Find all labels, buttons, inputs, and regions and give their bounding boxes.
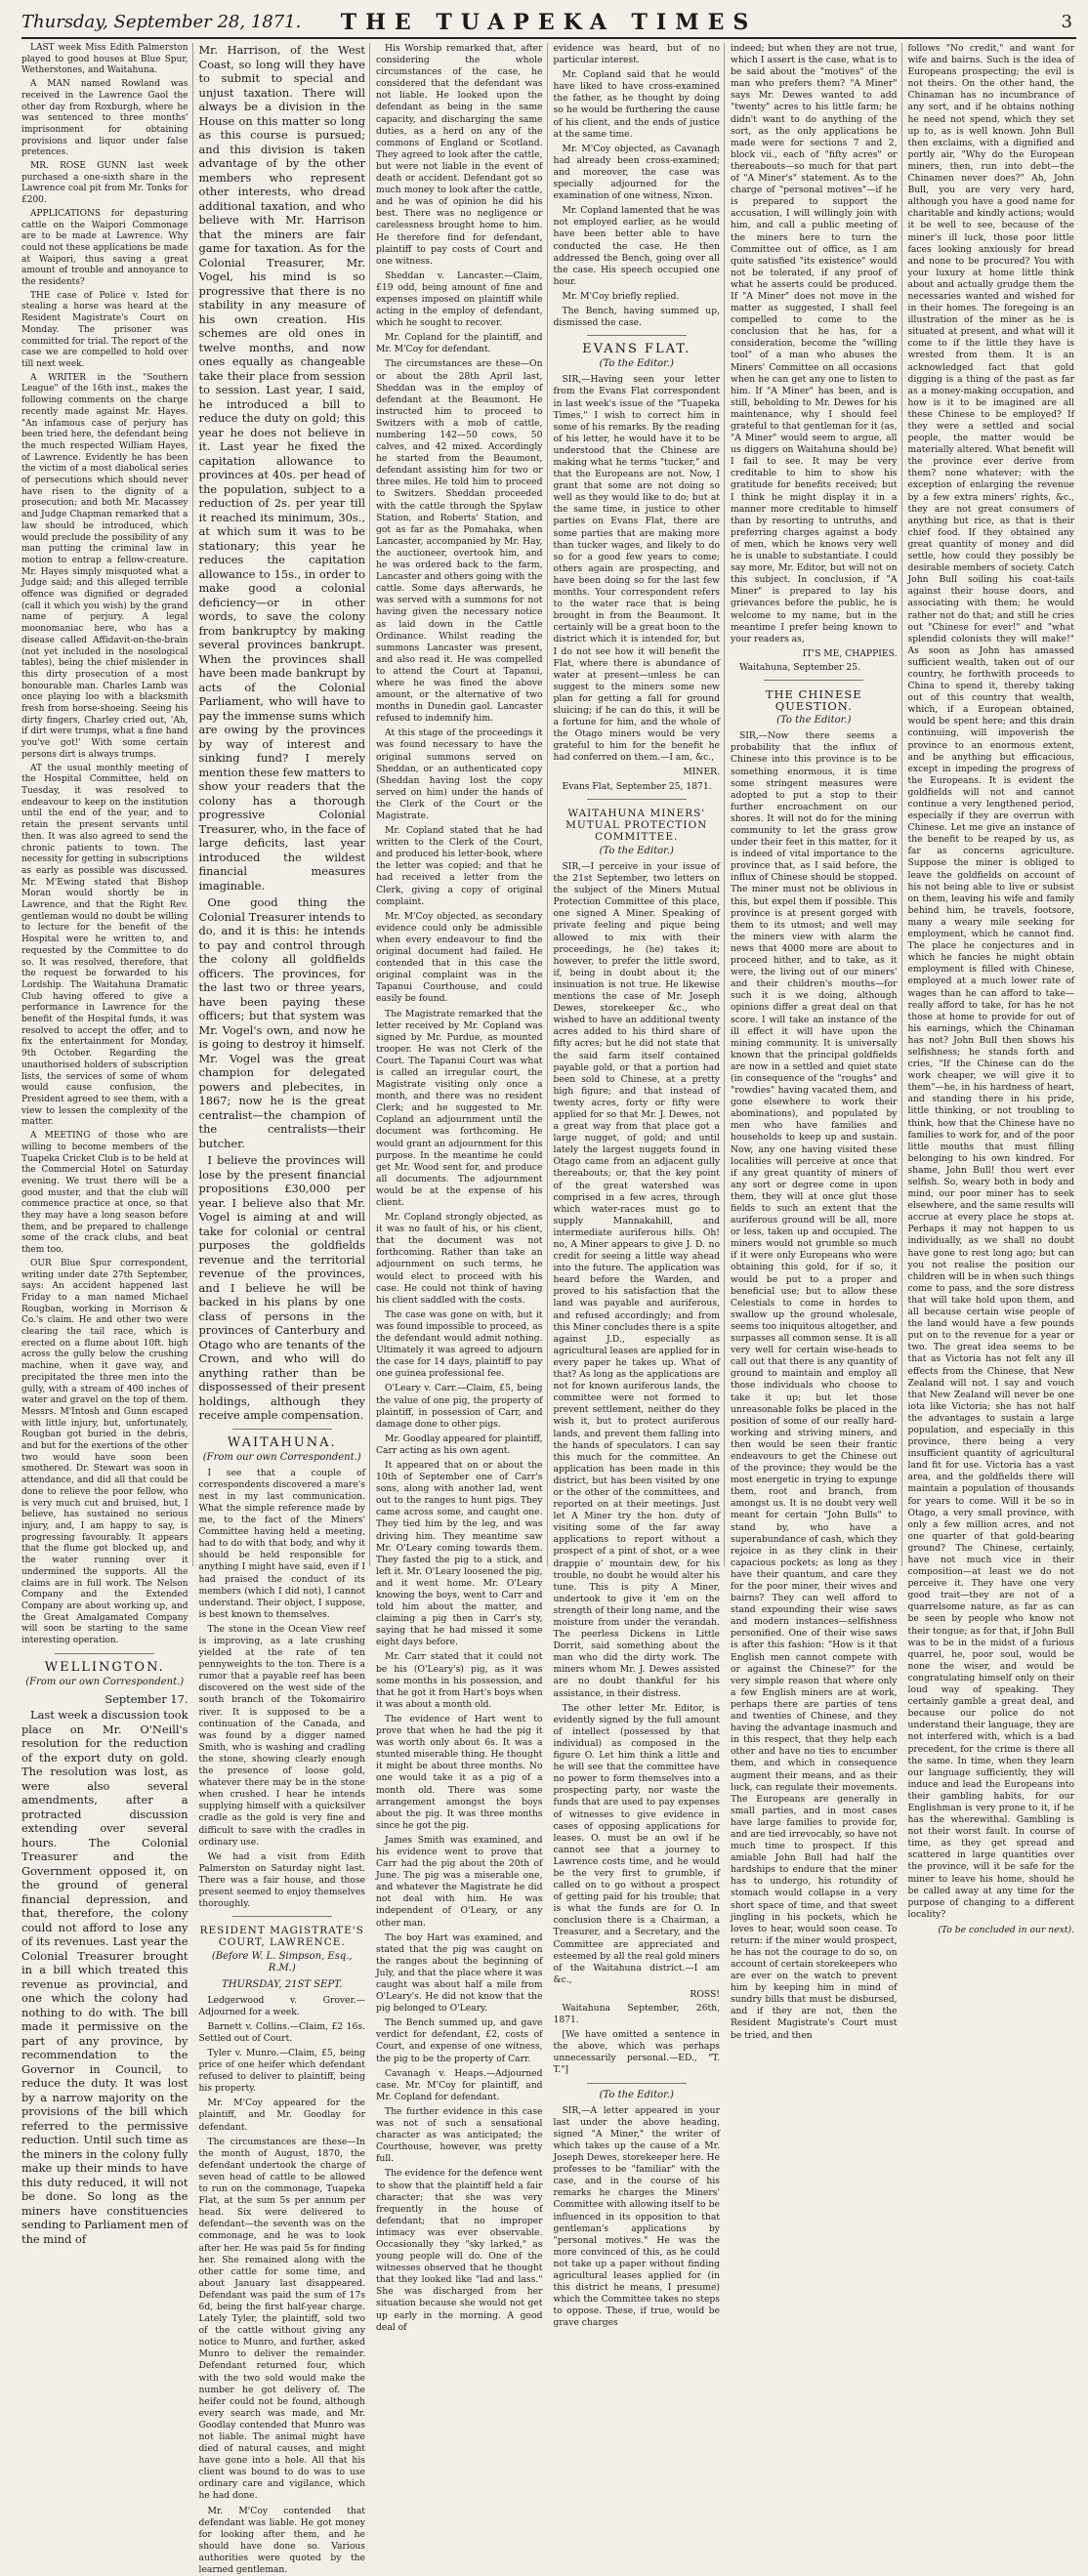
article-paragraph: The evidence of Hart went to prove that when he had the pig it was worth only about 6s. It was a stunted miserable thing. He thought it might be about three months. No one would take it as a pig of a month old. There was some arrangement amongst the boys about the pig. It was three months since he got the pig.	[376, 1713, 543, 1831]
section-subheading: (To the Editor.)	[776, 715, 852, 727]
letter-dateline: Evans Flat, September 25, 1871.	[562, 780, 712, 792]
divider	[764, 680, 863, 681]
article-paragraph: The circumstances are these—In the month of August, 1870, the defendant undertook the charge of seven head of cattle to be allowed to run on the commonage, Tuapeka Flat, at the sum 5s per annum per head. Six were delivered to defendant—the seventh was on the commonage, and he was to look after her. He was paid 5s for finding her. She remained along with the other cattle for some time, and about January last disappeared. Defendant was paid the sum of 17s 6d, being the first half-year charge. Lately Tyler, the plaintiff, sold two of the cattle without giving any notice to Munro, and further, asked Munro to deliver the remainder. Defendant returned four, which with the two sold would make the number he got delivery of. The heifer could not be found, although every search was made, and Mr. Goodlay contended that Munro was not liable. The animal might have died of natural causes, and might have gone into a hole. All that his client was bound to do was to use ordinary care and vigilance, which he had done.	[198, 2136, 365, 2502]
article-paragraph: His Worship remarked that, after considering the whole circumstances of the case, he considered that the defendant was not liable. He looked upon the defendant as being in the same capacity, and discharging the same duties, as a herd on any of the commons of England or Scotland. They agreed to look after the cattle, but were not liable in the event of death or accident. Defendant got so much money to look after the cattle, and he was of opinion he did his best. There was no negligence or carelessness brought home to him. He therefore find for defendant, plaintiff to pay costs of Court and one witness.	[376, 43, 543, 267]
divider	[587, 2083, 687, 2084]
section-heading-wellington: WELLINGTON.	[44, 1659, 165, 1675]
case-entry: Sheddan v. Lancaster.—Claim, £19 odd, being amount of fine and expenses imposed on plaintiff while acting in the employ of defendant, which he sought to recover.	[376, 270, 543, 329]
news-item: LAST week Miss Edith Palmerston played to good houses at Blue Spur, Wetherstones, and Waitahuna.	[21, 43, 188, 76]
section-heading-miners-committee: WAITAHUNA MINERS' MUTUAL PROTECTION COMMITTEE.	[565, 807, 708, 843]
news-item: AT the usual monthly meeting of the Hospital Committee, held on Tuesday, it was resolved to endeavour to keep on the institution until the end of the year, and to retain the present servants until then. It was also agreed to send the chronic patients to town. The necessity for getting in subscriptions as early as possible was discussed. Mr. M'Ewing stated that Bishop Moran would shortly be in Lawrence, and that the Right Rev. gentleman would no doubt be willing to lecture for the benefit of the Hospital were he written to, and requested by the Committee to do so. It was resolved, therefore, that the request be forwarded to his Lordship. The Waitahuna Dramatic Club having offered to give a performance in Lawrence for the benefit of the Hospital funds, it was resolved to accept the offer, and to fix the entertainment for Monday, 9th October. Regarding the unauthorised holders of subscription lists, the services of some of whom would cause confusion, the President agreed to see them, with a view to lessen the complexity of the matter.	[21, 763, 188, 1128]
case-entry: Cavanagh v. Heaps.—Adjourned case. Mr. M'Coy for plaintiff, and Mr. Copland for defendant.	[376, 2067, 543, 2102]
page-number: 3	[1061, 12, 1072, 32]
letter-paragraph: follows "No credit," and want for wife and bairns. Such is the idea of Europeans prospecting; the evil is not theirs. On the other hand, the Chinaman has no incumbrance of any sort, and if he obtains nothing he need not spend, which they set up to, as is well known. John Bull then exclaims, with a dignified and portly air, "Why do the European miners, then, run into debt—the Chinamen never does?" Ah, John Bull, you are very very hard, although you have a good name for charitable and kindly actions; would it be well to see, because of the miner's ill luck, those poor little faces looking anxiously for bread and none to be procured? You with your luxury at home little think about and actually grudge them the necessaries wanted and wished for in their homes. The foregoing is an illustration of the miner as he is situated at present, and what will it come to if the little they have is wrested from them. It is an acknowledged fact that gold digging is a thing of the past as far as a money-making occupation, and how is it to be imagined are all these Chinese to be employed? If they were a settled and social people, the matter would be materially altered. What benefit will the province ever derive from them? none whatever; with the exception of enlarging the revenue by a few extra miners' rights, &c., they are not great consumers of anything but rice, as that is their chief food. If they obtained any great quantity of money and did settle, how could they possibly be desirable members of society. Catch John Bull soiling his coat-tails against their house doors, and associating with them; he would rather not do that; and still he cries out "Chinese for ever!" and "what splendid colonists they will make!" As soon as John has amassed sufficient wealth, taken out of our country, he forthwith proceeds to China to spend it, thereby taking out of this country that wealth, which, if a European obtained, would be spent here; and this drain continuing, will impoverish the province to an enormous extent, and be anything but efficacious, except in impeding the progress of the Europeans. It is evident the goldfields will not and cannot continue a very lengthened period, especially if they are overrun with Chinese. Let me give an instance of the benefit to be reaped by us, as far as concerns agriculture. Suppose the miner is obliged to leave the goldfields on account of his not being able to live or subsist on them, leaving his wife and family behind him, he travels, footsore, many a weary mile seeking for employment, which he cannot find. The place he conjectures and in which he fancies he might obtain employment is filled with Chinese, employed at a much lower rate of wages than he can afford to take—really afford to take, for has he not those at home to provide for out of his earnings, which the Chinaman has not? John Bull then shows his selfishness; he stands forth and cries, "If the Chinese can do the work cheaper, we will give it to them"—he, in his hardness of heart, and standing there in his pride, little thinking, or not troubling to think, how that the Chinese have no families to work for, and of the poor little mouths that must filling belonging to his own kindred. For shame, John Bull! thou wert ever selfish. So, weary both in body and mind, our poor miner has to seek elsewhere, and the same results will accrue at every place he stops at. Perhaps it may not happen to us individually, as we shall no doubt have gone to rest long ago; but can you not realise the position our children will be in when such things come to pass, and the sore distress that will take hold upon them, and all because certain wise people of the land would have a few pounds put on to the revenue for a year or two. The great idea seems to be that as Victoria has not felt any ill effects from the Chinese, that New Zealand will not. I say and vouch that New Zealand will never be one iota like Victoria; she has not half the advantages to sustain a large population, and especially in this province, there being a very insufficient quantity of agricultural land fit for use. Victoria has a vast area, and the goldfields there will maintain a population of thousands for years to come. Will it be so in Otago, a very small province, with only a few million acres, and not one quarter of that gold-bearing ground? The Chinese, certainly, have not much vice in their composition—at least we do not perceive it. They have one very good trait—they are not of a quarrelsome nature, as far as can be seen by people who know not their tongue; as for that, if John Bull was to be in the midst of a furious quarrel, he, poor soul, would be none the wiser, and would be congratulating himself only on their loud way of speaking. They certainly gamble a great deal, and because our police do not understand their language, they are not interfered with, which is a bad precedent, for the crime is there all the same. In time, when they learn our language sufficiently, they will induce and lead the Europeans into their gambling habits, for our Englishman is very prone to it, if he has the wherewithal. Gambling is not their worst fault. In course of time, as they get spread and scattered in large quantities over the province, will it be safe for the miner to leave his home, should he be called away at any time for the purpose of changing to a different locality?	[907, 43, 1074, 1920]
article-paragraph: Mr. Copland stated that he had written to the Clerk of the Court, and produced his letter-book, where the letter was copied; and that he had received a letter from the Clerk, giving a copy of original complaint.	[376, 825, 543, 907]
divider	[232, 1916, 332, 1917]
article-paragraph: The stone in the Ocean View reef is improving, as a late crushing yielded at the rate of ten pennyweights to the ton. There is a rumor that a payable reef has been discovered on the west side of the south branch of the Tokomairiro river. It is supposed to be a continuation of the Canada, and was found by a digger named Smith, who is washing and cradling the stone, showing clearly enough the presence of loose gold, whatever there may be in the stone when crushed. I hear he intends supplying himself with a quicksilver cradle as the gold is very fine and difficult to save with the cradles in ordinary use.	[198, 1623, 365, 1848]
news-item: A MAN named Rowland was received in the Lawrence Gaol the other day from Roxburgh, where he was sentenced to three months' imprisonment for obtaining provisions and liquor under false pretences.	[21, 79, 188, 158]
letter-dateline: Waitahuna, September 25.	[739, 661, 860, 673]
article-paragraph: The further evidence in this case was not of such a sensational character as was anticipated; the Courthouse, however, was pretty full.	[376, 2105, 543, 2165]
case-entry: Barnett v. Collins.—Claim, £2 16s. Settled out of Court.	[198, 2020, 365, 2044]
masthead	[21, 8, 1076, 39]
article-paragraph: Mr. M'Coy objected, as Cavanagh had already been cross-examined; and moreover, the case was specially adjourned for the examination of one witness, Nixon.	[553, 143, 720, 202]
divider	[232, 1429, 332, 1430]
article-paragraph: Mr. Goodlay appeared for plaintiff, Carr acting as his own agent.	[376, 1433, 543, 1456]
letter-dateline: Waitahuna September, 26th, 1871.	[553, 2003, 720, 2026]
article-paragraph: Mr. Harrison, of the West Coast, so long will they have to submit to special and unjust taxation. There will always be a division in the House on this matter so long as this course is pursued; and this division is taken advantage of by the other members who represent other interests, who dread additional taxation, and who believe with Mr. Harrison that the miners are fair game for taxation. As for the Colonial Treasurer, Mr. Vogel, his mind is so progressive that there is no stability in any measure of his own creation. His schemes are old ones in twelve months, and now ones equally as changeable take their place from session to session. Last year, I said, he introduced a bill to reduce the duty on gold; this year he does not believe in it. Last year he fixed the capitation allowance to provinces at 40s. per head of the population, subject to a reduction of 2s. per year till it reached its minimum, 30s., at which sum it was to be stationary; this year he reduces the capitation allowance to 15s., in order to make good a colonial deficiency—or in other words, to save the colony from bankruptcy by making several provinces bankrupt. When the provinces shall have been made bankrupt by acts of the Colonial Parliament, who will have to pay the immense sums which are owing by the provinces by way of interest and sinking fund? I merely mention these few matters to show your readers that the colony has a thorough progressive Colonial Treasurer, who, in the face of large deficits, last year introduced the wildest financial measures imaginable.	[198, 43, 365, 893]
article-paragraph: James Smith was examined, and his evidence went to prove that Carr had the pig about the 20th of June. The pig was a miserable one, and whatever the Magistrate he did not deal with him. He was independent of O'Leary, or any other man.	[376, 1834, 543, 1929]
editor-note: [We have omitted a sentence in the above, which was perhaps unnecessarily personal.—ED., "T. T."]	[553, 2029, 720, 2076]
letter-paragraph: SIR,—Now there seems a probability that the influx of Chinese into this province is to be something enormous, it is time some stringent measures were adopted to put a stop to their further encroachment on our shores. It will not do for the mining community to let the grass grow under their feet in this matter, for it is indeed of vital importance to the province that, as I said before, the influx of Chinese should be stopped. The miner must not be oblivious in this, but expel them if possible. This province is at present gorged with them to its utmost; and well may the miners view with alarm the news that 4000 more are about to proceed hither, and to take, as it were, the living out of our miners' and their children's mouths—for such it is we doing, although opinions differ a great deal on that score. I will take an instance of the ill effect it will have upon the mining community. It is universally known that the principal goldfields are now in a settled and quiet state (in consequence of the "roughs" and "rowdies" having vacated them, and gone elsewhere to work their abominations), and populated by men who have families and households to keep up and sustain. Now, any one having visited these localities will perceive at once that if any great quantity of miners of any sort or degree come in upon them, they will at once glut those fields to such an extent that the auriferous ground will be all, more or less, taken up and occupied. The miners would not grumble so much if it were only Europeans who were obtaining this gold, for if so, it would be put to a proper and beneficial use; but to allow these Celestials to come in hordes to swallow up the ground wholesale, seems too iniquitous altogether, and surpasses all common sense. It is all very well for certain wise-heads to call out that there is any quantity of ground to maintain and employ all those individuals who choose to take it up; but let those unreasonable folks be placed in the position of some of our really hard-working and striving miners, and then would be seen their frantic endeavours to get the Chinese out of the province; they would be the most energetic in trying to expunge them, root and branch, from amongst us. It is no doubt very well meant for certain "John Bulls" to stand by, who have a superabundance of cash, which they rejoice in as they clink in their capacious pockets; as long as they have their quantum, and care they for the poor miner, their wives and bairns? They can well afford to stand expounding their wise saws and modern instances—selfishness personified. One of their wise saws is after this fashion: "How is it that English men cannot compete with or against the Chinese?" for the very simple reason that where only a few English miners are at work, perhaps there are parties of tens and twenties of Chinese, and they having the advantage inasmuch and in this respect, that they help each other and have no ties to encumber them, and which in consequence augment their means, and as their luck, can regulate their movements. The Europeans are generally in small parties, and in most cases have large families to provide for, and are tied irrevocably, so have not much time to prospect. If this amiable John Bull had half the hardships to endure that the miner has to undergo, his rotundity of stomach would collapse in a very short space of time, and that sweet jingling in his pockets, which he loves to hear, would soon cease. To return: if the miner would prospect, he has not the courage to do so, on account of certain storekeepers who are ever on the watch to prevent him by keeping him in mind of sundry bills that must be disbursed, and if they are not, then the Resident Magistrate's Court must be tried, and then	[731, 730, 898, 2041]
letter-signature: IT'S ME, CHAPPIES.	[802, 647, 898, 659]
article-paragraph: The case was gone on with, but it was found impossible to proceed, as the defendant would admit nothing. Ultimately it was agreed to adjourn the case for 14 days, plaintiff to pay one guinea professional fee.	[376, 1309, 543, 1380]
divider	[587, 335, 687, 336]
letter-paragraph: SIR,—I perceive in your issue of the 21st September, two letters on the subject of the Miners Mutual Protection Committee of this place, one signed A Miner. Speaking of private feeling and pique being allowed to mix with their proceedings, he (he) takes it; however, to prefer the little sword, if, being in doubt about it; the insinuation is not true. He likewise mentions the case of Mr. Joseph Dewes, storekeeper &c., who wished to have an additional twenty acres added to his third share of fifty acres; but he did not state that the said farm itself contained payable gold, or that a portion had been sold to Chinese, at a pretty high figure; and that instead of twenty acres, forty or fifty were applied for so that Mr. J. Dewes, not a great way from that place got a large nugget, of gold; and until lately the largest nuggets found in Otago came from an adjacent gully thereabouts; or, that the key point of the great watershed was comprised in a few acres, through which water-races must go to supply Mannakahill, and intermediate auriferous hills. Oh! no, A Miner appears to give J. D. no credit for seeing a little way ahead into the future. The application was heard before the Warden, and proved to his satisfaction that the land was payable and auriferous, and refused accordingly; and from this Miner concludes there is a spite against J.D., especially as agricultural leases are applied for in every paper he takes up. What of that? As long as the applications are not for known auriferous lands, the committee were not formed to prevent settlement, neither do they wish it, but to protect auriferous lands, and prevent them falling into the hands of speculators. I can say this much for the committee. An application has been made in this district, but has been visited by one or the other of the committees, and reported on at their meetings. Just let A Miner try the hon. duty of visiting some of the far away applications to report without a prospect of a pint of shot, or a wee drappie o' mountain dew, for his trouble, no doubt he would alter his tune. This is pity A Miner, undertook to give it 'em on the strength of their long name, and the moisture from under the verandah. The peerless Dickens in Little Dorrit, said something about the man who did the dirty work. The miners whom Mr. J. Dewes assisted are no doubt thankful for his assistance, in their distress.	[553, 861, 720, 1699]
news-item: A WRITER in the "Southern League" of the 16th inst., makes the following comments on the charge recently made against Mr. Hayes. "An infamous case of perjury has been tried here, the defendant being the much respected William Hayes, of Lawrence. Evidently he has been the victim of a most diabolical series of persecutions which should never have risen to the dignity of a prosecution; and both Mr. Macassey and Judge Chapman remarked that a law should be introduced, which would preclude the possibility of any man putting the criminal law in motion to entrap a fellow-creature. Mr. Hayes simply misquoted what a Judge said; and this alleged terrible offence was dignified or degraded (call it which you wish) by the grand name of perjury. A legal moonomaniac here, who has a disease called Affidavit-on-the-brain (not yet included in the nosological tables), being the chief mislender in this dirty prosecution of a most honourable man. Charles Lamb was once playing loo with a blacksmith fresh from horse-shoeing. Seeing his dirty fingers, Charley cried out, 'Ah, if dirt were trumps, what a fine hand you've got!' With some certain persons dirt is always trumps.	[21, 372, 188, 760]
section-heading-chinese-question: THE CHINESE QUESTION.	[765, 686, 862, 714]
letter-signature: ROSS!	[690, 1988, 720, 2000]
news-item: THE case of Police v. Isted for stealing a horse was heard at the Resident Magistrate's Court on Monday. The prisoner was committed for trial. The report of the case we are compelled to hold over till next week.	[21, 290, 188, 369]
article-paragraph: At this stage of the proceedings it was found necessary to have the original summons served on Sheddan, or an authenticated copy (Sheddan having lost the copy served on him) under the hands of the Clerk of the Court or the Magistrate.	[376, 727, 543, 821]
article-paragraph: It appeared that on or about the 10th of September one of Carr's sons, along with another lad, went out to the ranges to hunt pigs. They came across some, and caught one. They tied him by the leg, and was driving him. They meantime saw Mr. O'Leary coming towards them. They fasted the pig to a stick, and left it. Mr. O'Leary loosened the pig, and it went home. Mr. O'Leary knowing the boys, went to Carr and told him about the matter, and claiming a pig then in Carr's sty, saying that he had missed it some eight days before.	[376, 1459, 543, 1648]
article-paragraph: Mr. M'Coy contended that defendant was liable. He got money for looking after them, and he should have done so. Various authorities were quoted by the learned gentleman.	[198, 2505, 365, 2576]
section-subheading: (From our own Correspondent.)	[25, 1676, 185, 1687]
column-2	[198, 43, 371, 2576]
section-heading-waitahuna: WAITAHUNA.	[227, 1434, 337, 1450]
article-columns	[21, 43, 1078, 2576]
article-paragraph: The circumstances are these—On or about the 28th April last, Sheddan was in the employ of defendant at the Beaumont. He instructed him to proceed to Switzers with a mob of cattle, numbering 142—50 cows, 50 calves, and 42 mixed. Accordingly he started from the Beaumont, defendant assisting him for two or three miles. He told him to proceed to Switzers. Sheddan proceeded with the cattle through the Spylaw Station, and Roberts' Station, and got as far as the Pomahaka, when Lancaster, accompanied by Mr. Hay, the auctioneer, overtook him, and he was ordered back to the farm, Lancaster and others going with the cattle. Some days afterwards, he was served with a summons for not having given the necessary notice as laid down in the Cattle Ordinance. Whilst reading the summons Lancaster was present, and also read it. He was compelled to attend the Court at Tapanui, where he was fined the above amount, or the alternative of two months in Dunedin gaol. Lancaster refused to indemnify him.	[376, 358, 543, 725]
column-5	[731, 43, 902, 2041]
article-paragraph: Mr. Copland strongly objected, as it was no fault of his, or his client, that the document was not forthcoming. Rather than take an adjournment on such terms, he would elect to proceed with his case. He could not think of having his client saddled with the costs.	[376, 1212, 543, 1306]
letter-paragraph: SIR,—A letter appeared in your last under the above heading, signed "A Miner," the writer of which takes up the cause of a Mr. Joseph Dewes, storekeeper here. He professes to be "familiar" with the case, and in the course of his remarks he charges the Miners' Committee with allowing itself to be influenced in its opposition to that gentleman's applications by "personal motives." He was the more convinced of this, as he could not take up a paper without finding agricultural leases applied for (in this district he means, I presume) which the Committee takes no steps to oppose. These, if true, would be grave charges	[553, 2104, 720, 2329]
article-paragraph: Mr. M'Coy appeared for the plaintiff, and Mr. Goodlay for defendant.	[198, 2098, 365, 2133]
article-paragraph: Mr. Copland for the plaintiff, and Mr. M'Coy for defendant.	[376, 332, 543, 355]
letter-paragraph: indeed; but when they are not true, which I assert is the case, what is to be said about the "motives" of the man who prefers them? "A Miner" says Mr. Dewes wanted to add "twenty" acres to his little farm; he didn't want to do anything of the sort, as the only applications he made were for sections 7 and 2, block vii., each of "fifty acres" or thereabouts—so much for that part of "A Miner's" statement. As to the charge of "personal motives"—if he is prepared to support the accusation, I will willingly join with him, and call a public meeting of the miners here to turn the Committee out of office, as I am quite satisfied "its existence" would not be tolerated, if any proof of what he asserts could be produced. If "A Miner" does not move in the matter as suggested, I shall feel compelled to come to the conclusion that he has, for a consideration, become the "willing tool" of a man who abuses the Miners' Committee on all occasions when he can get any one to listen to him. If "A Miner" has been, and is still, beholding to Mr. Dewes for his maintenance, why I should feel grateful to that gentleman for it (as, "A Miner" would seem to argue, all us diggers on Waitahuna should be) I fail to see. It may be very creditable to him to show his gratitude for benefits received; but I think he might display it in a manner more creditable to himself than by resorting to untruths, and preferring charges against a body of men, which he knows very well he is unable to substantiate. I could say more, Mr. Editor, but will not on this subject. In conclusion, if "A Miner" is prepared to lay his grievances before the public, he is welcome to my name, but in the meantime I prefer being known to your readers as,	[731, 43, 898, 644]
section-heading-rm-court: RESIDENT MAGISTRATE'S COURT, LAWRENCE.	[199, 1925, 364, 1949]
section-subheading: (To the Editor.)	[599, 2089, 674, 2100]
article-paragraph: Mr. Copland lamented that he was not employed earlier, as he would have been better able to have conducted the case. He then addressed the Bench, going over all the case. His speech occupied one hour.	[553, 205, 720, 287]
divider	[55, 1653, 154, 1654]
divider	[587, 799, 687, 800]
column-3	[376, 43, 548, 2333]
news-item: APPLICATIONS for depasturing cattle on the Waipori Commonage are to be made at Lawrence. Why could not these applications be made at Waipori, thus saving a great amount of trouble and annoyance to the residents?	[21, 208, 188, 288]
article-paragraph: Mr. Copland said that he would have liked to have cross-examined the father, as he thought by doing so he would be furthering the cause of his client, and the ends of justice at the same time.	[553, 69, 720, 140]
letter-paragraph: SIR,—Having seen your letter from the Evans Flat correspondent in last week's issue of the "Tuapeka Times," I wish to correct him in some of his remarks. By the reading of his letter, he would have it to be understood that the Chinese are making what he terms "tucker," and that the Europeans are not. Now, I grant that some are not doing so well as they would like to do; but at the same time, in justice to other parties on Evans Flat, there are some parties that are making more than tucker wages, and likely to do so for a good few years to come; others again are prospecting, and have been doing so for the last few months. Your correspondent refers to the water race that is being brought in from the Beaumont. It certainly will be a great boon to the district which it is intended for, but I do not see how it will benefit the Flat, where there is abundance of water at present—unless he can suggest to the miners some new plan for getting a fall for ground sluicing; if he can do this, it will be a fortune for him, and the whole of the Otago miners would be very grateful to him for the benefit he had conferred on them.—I am, &c.,	[553, 374, 720, 764]
article-paragraph: The Bench summed up, and gave verdict for defendant, £2, costs of Court, and expense of one witness, the pig to be the property of Carr.	[376, 2017, 543, 2064]
dateline: September 17.	[105, 1691, 188, 1706]
article-paragraph: The Bench, having summed up, dismissed the case.	[553, 305, 720, 329]
article-paragraph: The evidence for the defence went to show that the plaintiff held a fair character; that she was very frequently in the house of defendant; that no improper intimacy was ever observable. Occasionally they "sky larked," as young people will do. One of the witnesses observed that he thought that they looked like "lad and lass." She was discharged from her situation because she would not get up early in the morning. A good deal of	[376, 2168, 543, 2333]
case-entry: Ledgerwood v. Grover.—Adjourned for a week.	[198, 1994, 365, 2017]
article-paragraph: I see that a couple of correspondents discovered a mare's nest in my last communication. What the simple reference made by me, to the fact of the Miners' Committee having held a meeting, had to do with that body, and why it should be held responsible for anything I might have said, even if I had praised the conduct of its members (which I did not), I cannot understand. Their object, I suppose, is best known to themselves.	[198, 1467, 365, 1620]
case-entry: O'Leary v. Carr.—Claim, £5, being the value of one pig, the property of plaintiff, in possession of Carr, and damage done to other pigs.	[376, 1383, 543, 1430]
newspaper-title: THE TUAPEKA TIMES	[340, 10, 758, 35]
article-paragraph: Last week a discussion took place on Mr. O'Neill's resolution for the reduction of the export duty on gold. The resolution was lost, as were also several amendments, after a protracted discussion extending over several hours. The Colonial Treasurer and the Government opposed it, on the ground of general financial depression, and that, therefore, the colony could not afford to lose any of its revenues. Last year the Colonial Treasurer brought in a bill which treated this revenue as provincial, and one which the colony had nothing to do with. The bill made it permissive on the part of any province, by recommendation to the Governor in Council, to reduce the duty. It was lost by a narrow majority on the provisions of the bill which referred to the permissive reduction. Until such time as the miners in the colony fully make up their minds to have this duty reduced, it will not be done. So long as the miners have constituencies sending to Parliament men of the mind of	[21, 1708, 188, 2246]
article-paragraph: The Magistrate remarked that the letter received by Mr. Copland was signed by Mr. Purdue, as mounted trooper. He was not Clerk of the Court. The Tapanui Court was what is called an irregular court, the Magistrate visiting only once a month, and there was no resident Clerk; and he suggested to Mr. Copland an adjournment until the document was forthcoming. He would grant an adjournment for this purpose. In the meantime he could get Mr. Wood sent for, and produce all documents. The adjournment would be at the expense of his client.	[376, 1008, 543, 1208]
case-entry: Tyler v. Munro.—Claim, £5, being price of one heifer which defendant refused to deliver to plaintiff, being his property.	[198, 2048, 365, 2095]
article-paragraph: The boy Hart was examined, and stated that the pig was caught on the ranges about the beginning of July, and that the place where it was caught was about half a mile from O'Leary's. He did not know that the pig belonged to O'Leary.	[376, 1932, 543, 2015]
column-4	[553, 43, 726, 2329]
letter-signature: MINER.	[683, 767, 720, 778]
section-subheading: (From our own Correspondent.)	[202, 1451, 361, 1463]
news-item: MR. ROSE GUNN last week purchased a one-sixth share in the Lawrence coal pit from Mr. Tonks for £200.	[21, 161, 188, 206]
continuation-note: (To be concluded in our next).	[938, 1924, 1074, 1935]
article-paragraph: Mr. Carr stated that it could not be his (O'Leary's) pig, as it was some months in his possession, and that he got it from Hart's boys when it was about a month old.	[376, 1651, 543, 1710]
article-paragraph: I believe the provinces will lose by the present financial propositions £30,000 per year. I believe also that Mr. Vogel is aiming at and will take for colonial or central purposes the goldfields revenue and the territorial revenue of the provinces, and I believe he will be backed in his plans by one class of persons in the provinces of Canterbury and Otago who are tenants of the Crown, and who will do anything rather than be dispossessed of their present holdings, although they receive ample compensation.	[198, 1153, 365, 1422]
column-1	[21, 43, 193, 2246]
section-subheading: (Before W. L. Simpson, Esq., R.M.)	[211, 1951, 353, 1974]
section-subheading: (To the Editor.)	[599, 845, 674, 856]
article-paragraph: One good thing the Colonial Treasurer intends to do, and it is this: he intends to pay and control through the colony all goldfields officers. The provinces, for the last two or three years, have been paying these officers; but that system was Mr. Vogel's own, and now he is going to destroy it himself. Mr. Vogel was the great champion for delegated powers and plebecites, in 1867; now he is the great centralist—the champion of the centralists—their butcher.	[198, 895, 365, 1150]
news-item: A MEETING of those who are willing to become members of the Tuapeka Cricket Club is to be held at the Commercial Hotel on Saturday evening. We trust there will be a good muster, and that the club will commence practice at once, so that they may have a long season before them, and be prepared to challenge some of the crack clubs, and beat them too.	[21, 1131, 188, 1256]
article-paragraph: We had a visit from Edith Palmerston on Saturday night last. There was a fair house, and those present seemed to enjoy themselves thoroughly.	[198, 1850, 365, 1910]
issue-date: Thursday, September 28, 1871.	[21, 12, 302, 32]
news-item: OUR Blue Spur correspondent, writing under date 27th September, says: An accident happened last Friday to a man named Michael Rougban, working in Morrison & Co.'s claim. He and other two were clearing the tail race, which is erected on a flume about 10ft. high across the gully below the crushing machine, when it gave way, and precipitated the three men into the gully, with a stream of 400 inches of water and gravel on the top of them. Messrs. M'Intosh and Gunn escaped with little injury, but, unfortunately, Rougban got buried in the debris, and but for the exertions of the other two would have soon been smothered. Dr. Stewart was soon in attendance, and did all that could be done to relieve the poor fellow, who is very much cut and bruised, but, I believe, has sustained no serious injury, and, I am happy to say, is progressing favourably. It appears that the flume got blocked up, and the water running over it undermined the supports. All the claims are in full work. The Nelson Company and the Extended Company are about working up, and the Great Amalgamated Company will soon be starting to the same interesting operation.	[21, 1258, 188, 1646]
article-paragraph: evidence was heard, but of no particular interest.	[553, 43, 720, 66]
court-date: THURSDAY, 21ST SEPT.	[222, 1978, 343, 1990]
letter-paragraph: The other letter Mr. Editor, is evidently signed by the full amount of intellect (possessed by that individual) as composed in the figure O. Let him think a little and he will see that the committee have no power to form themselves into a prospecting party, nor waste the funds that are used to pay expenses of witnesses to give evidence in cases of opposing applications for leases. O. must be an owl if he cannot see that a journey to Lawrence costs time, and he would be the very first to grumble, if called on to go without a prospect of getting paid for his trouble; that is what the funds are for O. In conclusion there is a Chairman, a Treasurer, and a Secretary, and the Committee are appreciated and esteemed by all the real gold miners of the Waitahuna district.—I am &c.,	[553, 1702, 720, 1985]
section-subheading: (To the Editor.)	[599, 358, 674, 370]
section-heading-evans-flat: EVANS FLAT.	[582, 342, 691, 357]
column-6	[907, 43, 1079, 1935]
article-paragraph: Mr. M'Coy briefly replied.	[562, 290, 680, 302]
article-paragraph: Mr. M'Coy objected, as secondary evidence could only be admissible when every endeavour to find the original document had failed. He contended that in this case the original complaint was in the Tapanui Courthouse, and could easily be found.	[376, 910, 543, 1005]
